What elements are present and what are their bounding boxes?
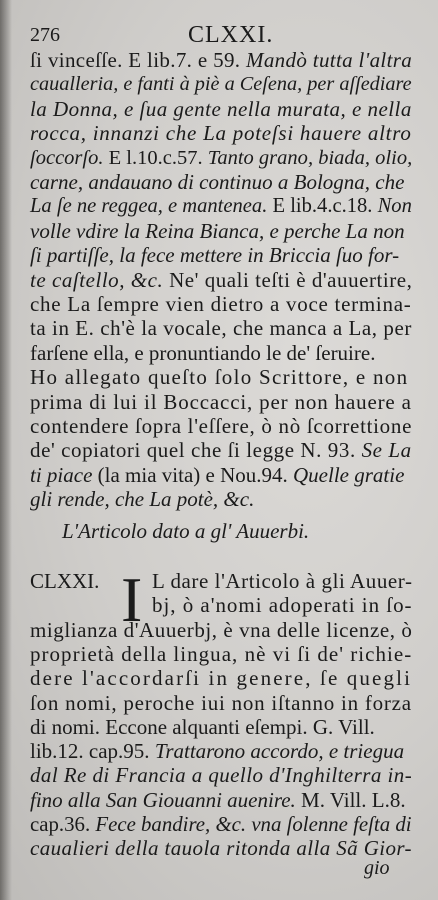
section-subtitle: L'Articolo dato a gl' Auuerbi.	[62, 519, 310, 543]
italic-segment: ti piace	[30, 462, 93, 487]
text-line	[30, 72, 412, 96]
roman-segment: ſi vinceſſe. E lib.7. e 59.	[30, 48, 246, 72]
text-line	[30, 243, 399, 267]
italic-segment: ſi partiſſe, la fece mettere in Briccia ſuo for-	[30, 243, 400, 268]
text-line	[30, 414, 412, 438]
roman-segment: Ho allegato queſto ſolo Scrittore, e non	[30, 365, 409, 390]
italic-segment: la Donna, e ſua gente nella murata, e nella	[30, 96, 412, 121]
italic-segment: carne, andauano di continuo a Bologna, che	[30, 170, 405, 194]
roman-segment: ſon nomi, peroche iui non iſtanno in forza	[30, 690, 412, 715]
italic-segment: volle vdire la Reina Bianca, e perche La non	[30, 218, 405, 243]
text-line	[30, 292, 412, 316]
italic-segment: caualieri della tauola ritonda alla Sã Gior-	[30, 836, 412, 861]
text-line	[30, 463, 404, 487]
roman-segment: cap.36.	[30, 812, 96, 836]
italic-segment: Quelle gratie	[293, 462, 405, 487]
text-line	[30, 487, 254, 511]
roman-segment: (la mia vita) e Nou.94.	[92, 462, 294, 487]
text-line	[30, 121, 412, 145]
text-line	[30, 390, 412, 414]
roman-segment: E l.10.c.57.	[108, 146, 208, 169]
roman-segment: ta in E. ch'è la vocale, che manca a La, per	[30, 316, 412, 341]
roman-segment: che La ſempre vien dietro a voce termina-	[30, 292, 412, 316]
section-number: CLXXI.	[30, 569, 100, 593]
roman-segment: dere l'accordarſi in genere, ſe quegli	[30, 666, 413, 691]
text-line	[30, 739, 404, 763]
italic-segment: Fece bandire, &c. vna ſolenne feſta di	[95, 812, 412, 836]
text-line	[30, 316, 412, 340]
page-number: 276	[30, 24, 60, 46]
italic-segment: La ſe ne reggea, e mantenea.	[30, 195, 273, 218]
drop-capital: I	[121, 564, 143, 635]
roman-segment: bj, ò a'nomi adoperati in ſo-	[152, 593, 413, 618]
italic-segment: gli rende, che La potè, &c.	[30, 487, 255, 512]
text-line	[30, 341, 375, 365]
text-line	[30, 170, 404, 194]
roman-segment: miglianza d'Auuerbj, è vna delle licenze, ò	[30, 617, 413, 642]
italic-segment: Non	[377, 195, 412, 218]
catchword: gio	[364, 857, 390, 879]
text-line	[30, 219, 405, 243]
roman-segment: di nomi. Eccone alquanti eſempi. G. Vill.	[30, 714, 375, 739]
roman-segment: L dare l'Articolo à gli Auuer-	[152, 569, 413, 593]
italic-segment: rocca, innanzi che La poteſsi hauere altro	[30, 121, 412, 146]
text-line	[30, 146, 412, 170]
roman-segment: proprietà della lingua, nè vi ſi de' richie-	[30, 641, 413, 666]
italic-segment: Trattarono accordo, e triegua	[154, 739, 405, 764]
text-line	[30, 763, 412, 787]
italic-segment: fino alla San Giouanni auenire.	[30, 787, 302, 812]
text-line	[30, 666, 412, 690]
text-line	[30, 618, 412, 642]
roman-segment: contendere ſopra l'eſſere, ò nò ſcorrettione	[30, 414, 413, 438]
italic-segment: Mandò tutta l'altra	[245, 48, 413, 72]
italic-segment: dal Re di Francia a quello d'Inghilterra in-	[30, 763, 413, 788]
italic-segment: Se La	[361, 438, 412, 463]
roman-segment: farſene ella, e pronuntiando le de' ſeruire.	[30, 340, 376, 365]
text-line	[30, 715, 375, 739]
running-head: CLXXI.	[188, 22, 274, 48]
text-line	[30, 642, 412, 666]
text-line	[152, 569, 413, 593]
italic-segment: ſoccorſo.	[30, 146, 109, 169]
text-line	[30, 438, 412, 462]
italic-segment: te caſtello, &c.	[30, 267, 170, 292]
page-gutter-shadow	[0, 0, 12, 900]
text-line	[30, 365, 408, 389]
roman-segment: Ne' quali teſti è d'auuertire,	[169, 267, 413, 292]
text-line	[30, 812, 412, 836]
roman-segment: lib.12. cap.95.	[30, 739, 155, 764]
text-line	[30, 691, 412, 715]
italic-segment: caualleria, e fanti à piè a Ceſena, per aſſediare	[30, 73, 412, 96]
text-line	[30, 788, 406, 812]
text-line	[30, 836, 412, 860]
text-line	[30, 268, 412, 292]
text-line	[30, 194, 412, 218]
roman-segment: E lib.4.c.18.	[272, 195, 378, 218]
text-line	[30, 97, 412, 121]
roman-segment: M. Vill. L.8.	[301, 787, 406, 812]
roman-segment: de' copiatori quel che ſi legge N. 93.	[30, 438, 362, 463]
text-line	[152, 593, 413, 617]
roman-segment: prima di lui il Boccacci, per non hauere a	[30, 389, 412, 414]
text-line	[30, 48, 412, 72]
italic-segment: Tanto grano, biada, olio,	[207, 146, 413, 169]
